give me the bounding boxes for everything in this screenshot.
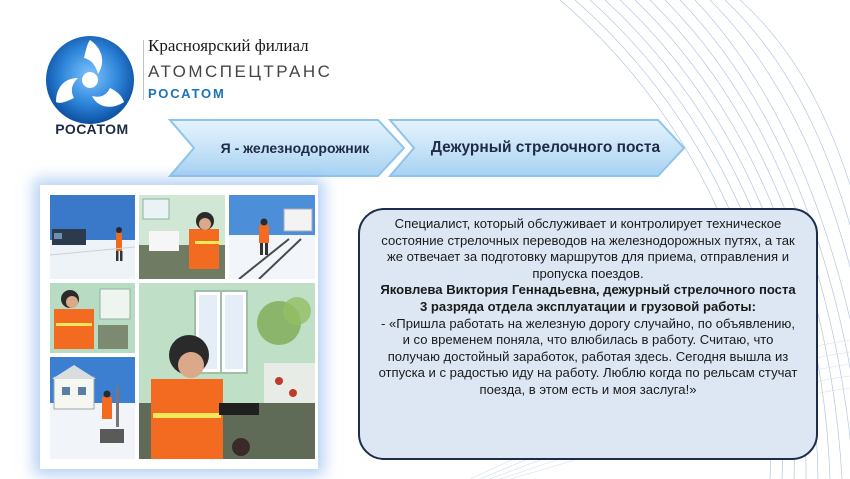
quote-box — [358, 208, 818, 460]
quote-author: Яковлева Виктория Геннадьевна, дежурный стрелочного поста 3 разряда отдела эксплуатации и грузовой работы: — [380, 282, 796, 314]
company-name: АТОМСПЕЦТРАНС — [148, 62, 333, 81]
photo-control-panel — [139, 195, 225, 279]
divider — [143, 40, 144, 100]
photo-worker-tracks — [229, 195, 315, 279]
photo-operator-main — [139, 283, 315, 459]
logo-wordmark: РОСАТОМ — [55, 121, 129, 137]
banner-right-label: Дежурный стрелочного поста — [430, 139, 661, 156]
branch-title — [148, 36, 332, 101]
photo-worker-switch — [50, 283, 135, 353]
banner-left-label: Я - железнодорожник — [220, 140, 370, 156]
job-description: Специалист, который обслуживает и контролирует техническое состояние стрелочных переводов на железнодорожных путях, а так же отвечает за подготовку маршрутов для приема, отправления и пропуска поездов. — [381, 216, 795, 281]
photo-station-building — [50, 357, 135, 459]
quote-text: - «Пришла работать на железную дорогу случайно, по объявлению, и со временем поняла, что влюбилась в работу. Считаю, что получаю достойный заработок, работая здесь. Сегодня вышла из отпуска и с радостью иду на работу. Люблю когда по рельсам стучат поезда, в этом есть и моя заслуга!» — [378, 315, 798, 397]
photo-train-snow — [50, 195, 135, 279]
branch-city: Красноярский филиал — [148, 36, 309, 55]
photo-collage — [40, 185, 318, 469]
parent-company: РОСАТОМ — [148, 86, 226, 101]
rosatom-logo-icon — [42, 32, 138, 128]
